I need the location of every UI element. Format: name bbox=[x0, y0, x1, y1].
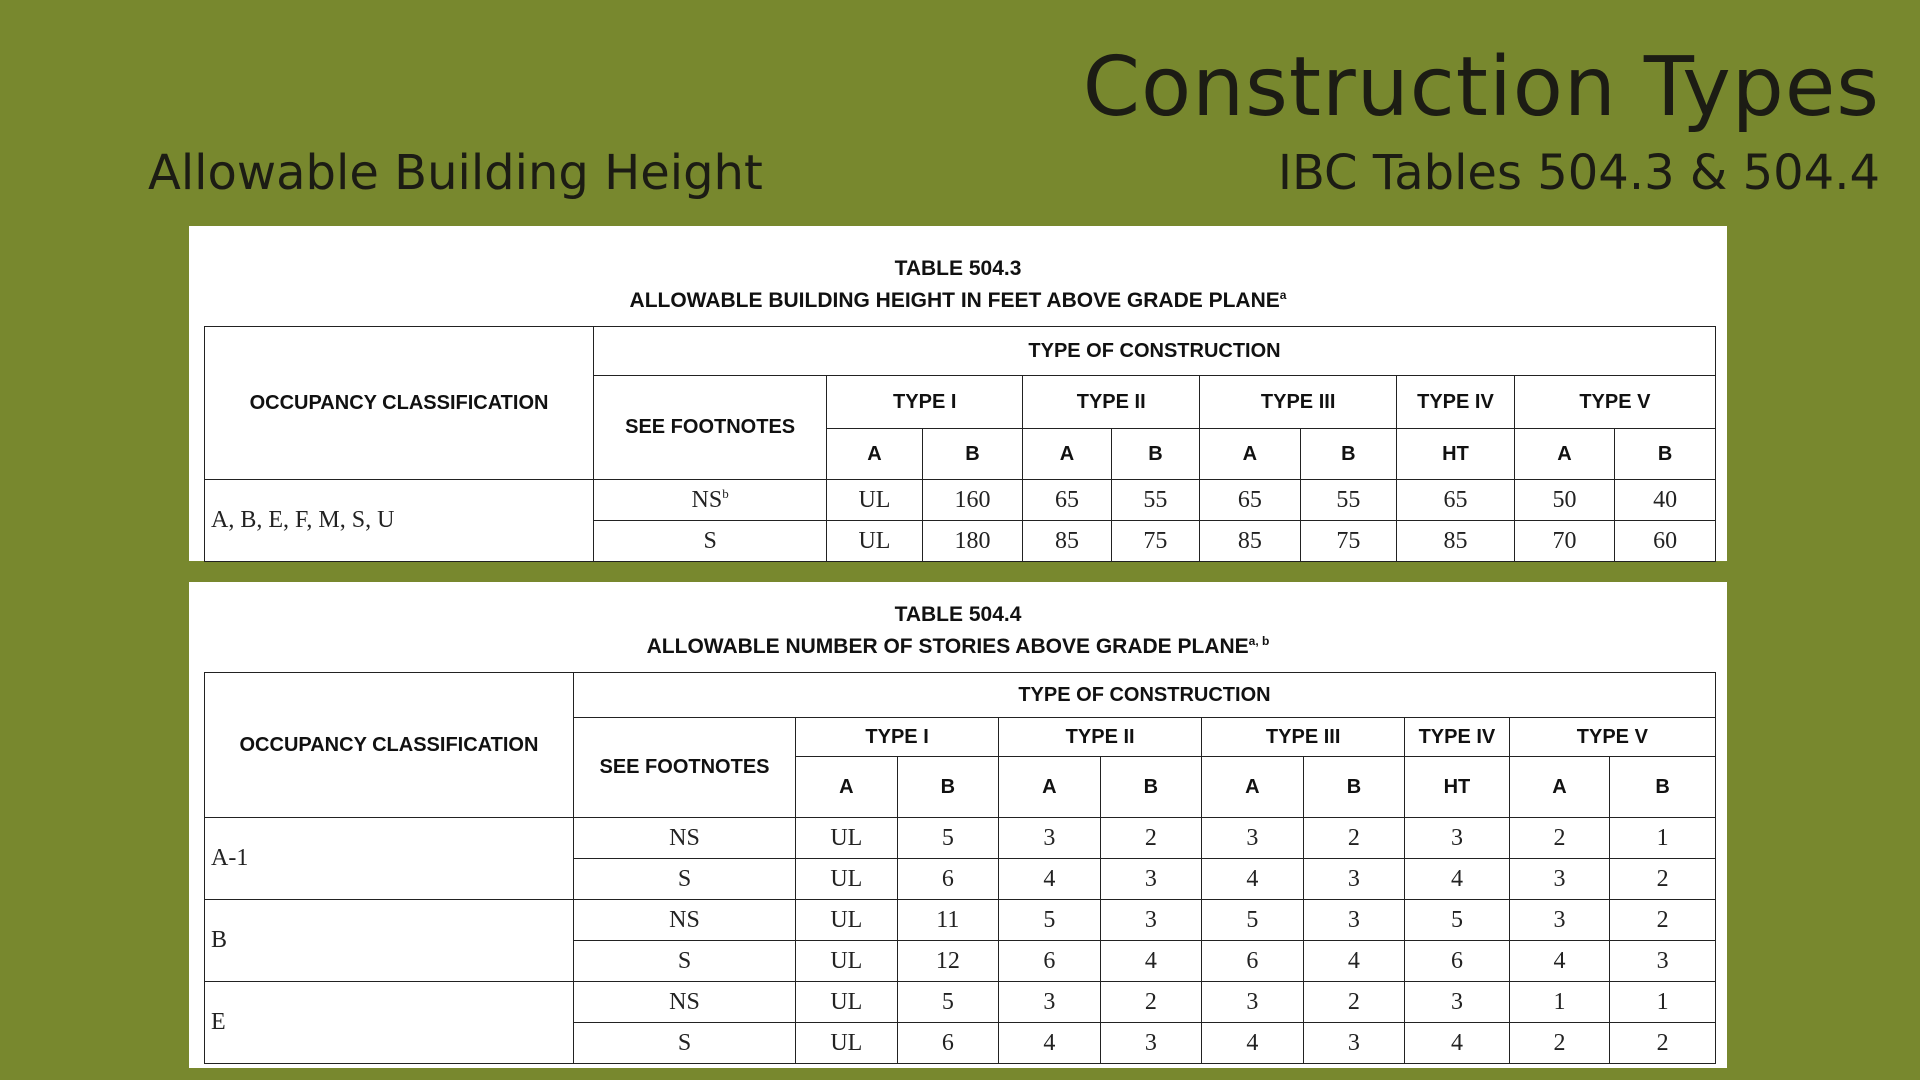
value-cell: 1 bbox=[1610, 818, 1716, 859]
value-cell: 3 bbox=[1100, 1023, 1202, 1064]
subtype-header: B bbox=[1303, 757, 1405, 818]
footnote-label: NS bbox=[669, 906, 700, 933]
value-cell: UL bbox=[827, 480, 922, 521]
caption-footnote-mark: a bbox=[1279, 288, 1287, 302]
subtype-header: A bbox=[796, 757, 898, 818]
value-cell: 85 bbox=[1200, 521, 1301, 562]
value-cell: 55 bbox=[1300, 480, 1397, 521]
value-cell: 6 bbox=[897, 1023, 999, 1064]
value-cell: 60 bbox=[1615, 521, 1716, 562]
value-cell: 3 bbox=[1509, 859, 1610, 900]
value-cell: 50 bbox=[1514, 480, 1615, 521]
value-cell: 5 bbox=[897, 818, 999, 859]
type-iv-header: TYPE IV bbox=[1397, 376, 1515, 429]
value-cell: 1 bbox=[1509, 982, 1610, 1023]
footnote-cell bbox=[573, 900, 795, 941]
table-504-4-caption bbox=[189, 582, 1727, 660]
subtype-header: B bbox=[1300, 429, 1397, 480]
value-cell: 5 bbox=[1405, 900, 1510, 941]
value-cell: 4 bbox=[1100, 941, 1202, 982]
table-504-4-panel bbox=[189, 582, 1727, 1068]
footnote-label: S bbox=[703, 527, 717, 554]
subtype-header: A bbox=[1023, 429, 1111, 480]
subtype-header: B bbox=[1610, 757, 1716, 818]
value-cell: 2 bbox=[1509, 818, 1610, 859]
value-cell: 6 bbox=[1202, 941, 1304, 982]
footnote-label: NS bbox=[669, 988, 700, 1015]
type-ii-header: TYPE II bbox=[999, 718, 1202, 757]
value-cell: 4 bbox=[1202, 859, 1304, 900]
footnote-cell bbox=[594, 521, 827, 562]
value-cell: 3 bbox=[1405, 982, 1510, 1023]
value-cell: 6 bbox=[1405, 941, 1510, 982]
subtype-header: A bbox=[827, 429, 922, 480]
value-cell: 3 bbox=[1509, 900, 1610, 941]
subtype-header: B bbox=[1615, 429, 1716, 480]
occupancy-classification-header: OCCUPANCY CLASSIFICATION bbox=[205, 673, 574, 818]
page-title: Construction Types bbox=[1082, 40, 1880, 135]
subtype-header: HT bbox=[1405, 757, 1510, 818]
value-cell: 3 bbox=[1202, 818, 1304, 859]
value-cell: 4 bbox=[1509, 941, 1610, 982]
value-cell: 3 bbox=[1303, 900, 1405, 941]
footnote-label: S bbox=[677, 947, 692, 974]
table-title: ALLOWABLE BUILDING HEIGHT IN FEET ABOVE GRADE PLANE$^a$ bbox=[629, 288, 1287, 312]
table-504-3 bbox=[204, 326, 1716, 562]
value-cell: 3 bbox=[1303, 859, 1405, 900]
value-cell: UL bbox=[796, 941, 898, 982]
type-iii-header: TYPE III bbox=[1200, 376, 1397, 429]
value-cell: 5 bbox=[1202, 900, 1304, 941]
value-cell: 55 bbox=[1111, 480, 1199, 521]
value-cell: 65 bbox=[1023, 480, 1111, 521]
value-cell: UL bbox=[827, 521, 922, 562]
subtype-header: B bbox=[1100, 757, 1202, 818]
value-cell: UL bbox=[796, 859, 898, 900]
type-i-header: TYPE I bbox=[827, 376, 1023, 429]
section-subtitle: Allowable Building Height bbox=[148, 145, 763, 201]
value-cell: 5 bbox=[999, 900, 1101, 941]
footnote-mark: b bbox=[722, 486, 729, 501]
table-row bbox=[205, 900, 1716, 941]
subtype-header: A bbox=[1200, 429, 1301, 480]
value-cell: 75 bbox=[1300, 521, 1397, 562]
value-cell: 40 bbox=[1615, 480, 1716, 521]
table-504-3-caption bbox=[189, 226, 1727, 314]
value-cell: 2 bbox=[1303, 982, 1405, 1023]
value-cell: UL bbox=[796, 982, 898, 1023]
subtype-header: A bbox=[999, 757, 1101, 818]
footnote-label: S bbox=[677, 865, 692, 892]
value-cell: 3 bbox=[1303, 1023, 1405, 1064]
table-title: ALLOWABLE NUMBER OF STORIES ABOVE GRADE PLANE$^{a, b}$ bbox=[646, 634, 1270, 658]
value-cell: 4 bbox=[1202, 1023, 1304, 1064]
footnote-label: NS bbox=[691, 487, 723, 513]
occupancy-cell: A, B, E, F, M, S, U bbox=[205, 480, 594, 562]
footnote-cell bbox=[573, 818, 795, 859]
type-of-construction-header: TYPE OF CONSTRUCTION bbox=[573, 673, 1715, 718]
value-cell: 5 bbox=[897, 982, 999, 1023]
value-cell: 4 bbox=[1303, 941, 1405, 982]
value-cell: 1 bbox=[1610, 982, 1716, 1023]
value-cell: 85 bbox=[1397, 521, 1515, 562]
value-cell: 4 bbox=[1405, 1023, 1510, 1064]
subtype-header: B bbox=[897, 757, 999, 818]
value-cell: 3 bbox=[1100, 859, 1202, 900]
table-504-3-panel bbox=[189, 226, 1727, 561]
table-number: TABLE 504.4 bbox=[894, 603, 1022, 626]
type-iii-header: TYPE III bbox=[1202, 718, 1405, 757]
value-cell: 2 bbox=[1509, 1023, 1610, 1064]
value-cell: 6 bbox=[999, 941, 1101, 982]
value-cell: UL bbox=[796, 1023, 898, 1064]
footnote-cell bbox=[573, 982, 795, 1023]
value-cell: 75 bbox=[1111, 521, 1199, 562]
caption-footnote-mark: a, b bbox=[1248, 634, 1270, 648]
table-row bbox=[205, 818, 1716, 859]
value-cell: 3 bbox=[999, 982, 1101, 1023]
type-iv-header: TYPE IV bbox=[1405, 718, 1510, 757]
value-cell: 4 bbox=[999, 1023, 1101, 1064]
subtype-header: HT bbox=[1397, 429, 1515, 480]
see-footnotes-header: SEE FOOTNOTES bbox=[594, 376, 827, 480]
value-cell: 85 bbox=[1023, 521, 1111, 562]
table-row bbox=[205, 480, 1716, 521]
occupancy-cell: E bbox=[205, 982, 574, 1064]
value-cell: 2 bbox=[1610, 859, 1716, 900]
subtype-header: A bbox=[1509, 757, 1610, 818]
type-of-construction-header: TYPE OF CONSTRUCTION bbox=[594, 327, 1716, 376]
occupancy-cell: B bbox=[205, 900, 574, 982]
value-cell: 3 bbox=[1100, 900, 1202, 941]
footnote-label: S bbox=[677, 1029, 692, 1056]
value-cell: 11 bbox=[897, 900, 999, 941]
occupancy-classification-header: OCCUPANCY CLASSIFICATION bbox=[205, 327, 594, 480]
value-cell: 12 bbox=[897, 941, 999, 982]
value-cell: 70 bbox=[1514, 521, 1615, 562]
reference-subtitle: IBC Tables 504.3 & 504.4 bbox=[1277, 145, 1880, 201]
value-cell: 4 bbox=[1405, 859, 1510, 900]
type-i-header: TYPE I bbox=[796, 718, 999, 757]
value-cell: UL bbox=[796, 818, 898, 859]
value-cell: 180 bbox=[922, 521, 1023, 562]
occupancy-cell: A-1 bbox=[205, 818, 574, 900]
value-cell: 2 bbox=[1303, 818, 1405, 859]
value-cell: 3 bbox=[1202, 982, 1304, 1023]
footnote-cell bbox=[594, 480, 827, 521]
value-cell: 2 bbox=[1610, 1023, 1716, 1064]
footnote-cell bbox=[573, 1023, 795, 1064]
see-footnotes-header: SEE FOOTNOTES bbox=[573, 718, 795, 818]
value-cell: 65 bbox=[1200, 480, 1301, 521]
value-cell: 2 bbox=[1610, 900, 1716, 941]
value-cell: 3 bbox=[999, 818, 1101, 859]
subtype-header: B bbox=[922, 429, 1023, 480]
footnote-label: NS bbox=[669, 824, 700, 851]
type-ii-header: TYPE II bbox=[1023, 376, 1200, 429]
table-504-4 bbox=[204, 672, 1716, 1064]
value-cell: 65 bbox=[1397, 480, 1515, 521]
subtype-header: A bbox=[1514, 429, 1615, 480]
value-cell: 3 bbox=[1610, 941, 1716, 982]
value-cell: 2 bbox=[1100, 818, 1202, 859]
subtype-header: B bbox=[1111, 429, 1199, 480]
value-cell: 3 bbox=[1405, 818, 1510, 859]
value-cell: 160 bbox=[922, 480, 1023, 521]
value-cell: 4 bbox=[999, 859, 1101, 900]
footnote-cell bbox=[573, 859, 795, 900]
table-row bbox=[205, 982, 1716, 1023]
type-v-header: TYPE V bbox=[1514, 376, 1715, 429]
type-v-header: TYPE V bbox=[1509, 718, 1715, 757]
footnote-cell bbox=[573, 941, 795, 982]
value-cell: 6 bbox=[897, 859, 999, 900]
subtype-header: A bbox=[1202, 757, 1304, 818]
value-cell: 2 bbox=[1100, 982, 1202, 1023]
value-cell: UL bbox=[796, 900, 898, 941]
table-number: TABLE 504.3 bbox=[894, 257, 1022, 280]
